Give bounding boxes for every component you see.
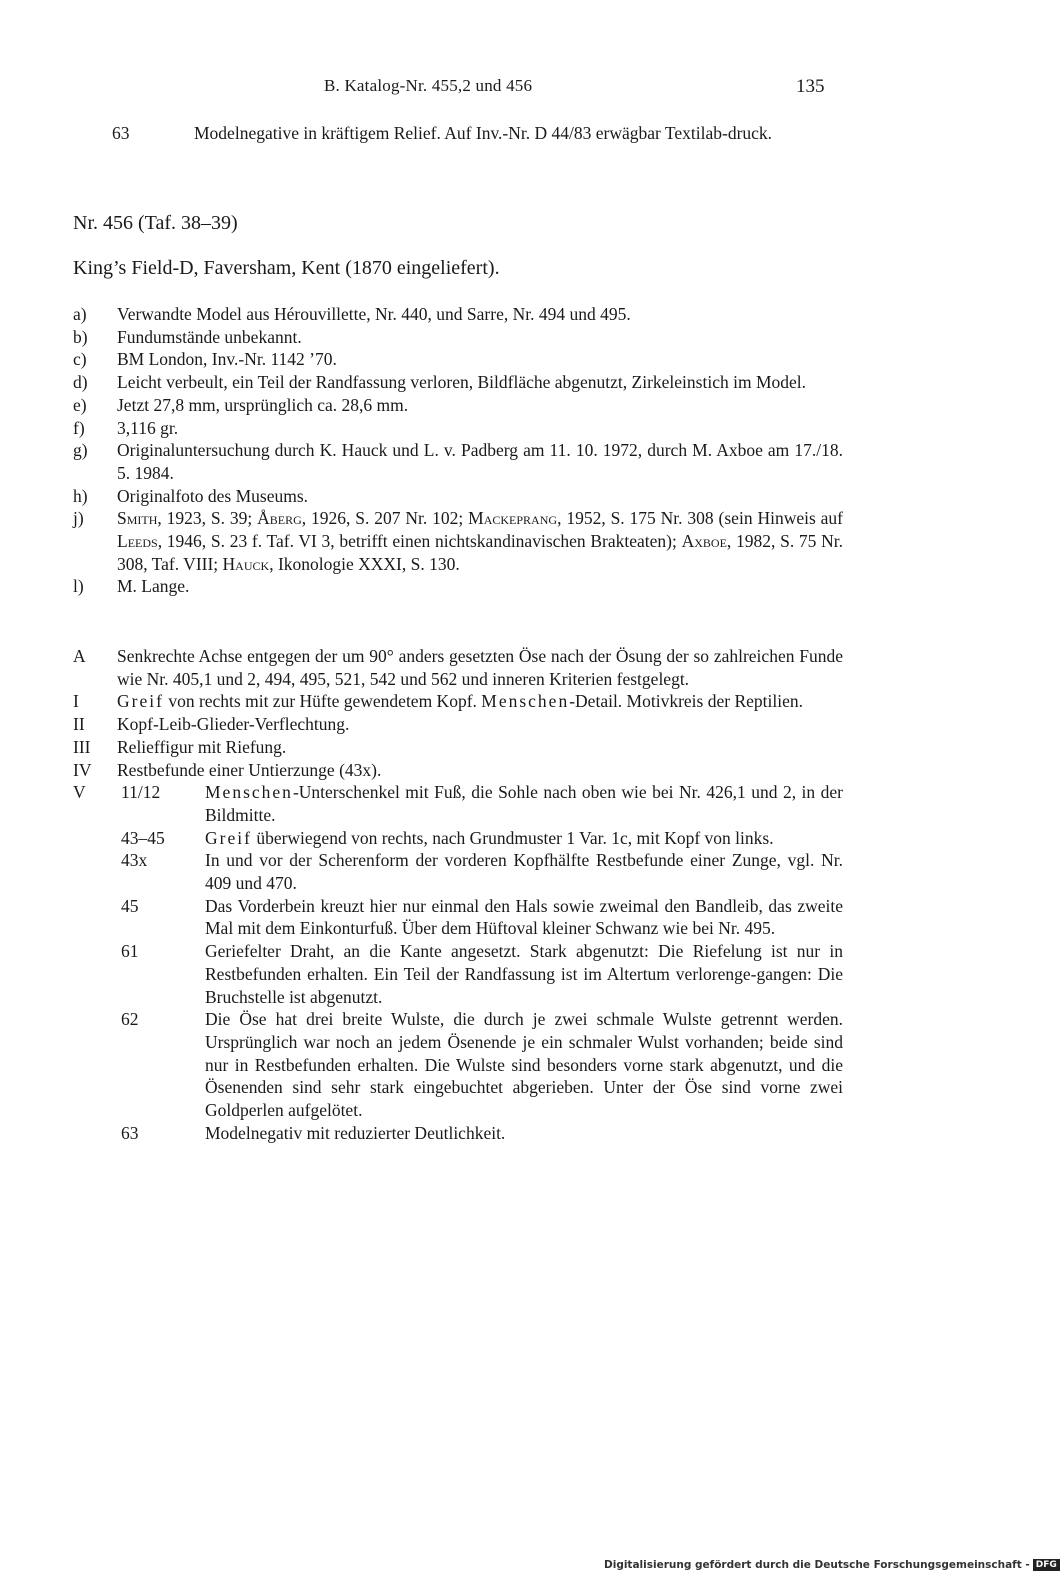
analysis-text-part: -Detail. Motivkreis der Reptilien. [569,691,803,712]
detail-text-part: überwiegend von rechts, nach Grundmuster 1 Var. 1c, mit Kopf von links. [251,827,774,848]
dfg-logo: DFG [1033,1559,1060,1571]
metadata-item-literature [73,507,843,575]
metadata-item [73,348,843,371]
metadata-text: Fundumstände unbekannt. [117,326,302,347]
detail-text-part: -Unterschenkel mit Fuß, die Sohle nach oben wie bei Nr. 426,1 und 2, in der Bildmitte. [205,782,843,825]
metadata-item [73,575,843,598]
detail-text: In und vor der Scherenform der vorderen Kopfhälfte Restbefunde einer Zunge, vgl. Nr. 409 und 470. [205,850,843,894]
detail-number: 43–45 [121,827,165,848]
metadata-text: Jetzt 27,8 mm, ursprünglich ca. 28,6 mm. [117,394,409,415]
author-name: Axboe [681,531,727,552]
literature-text [117,507,843,575]
analysis-item [73,690,843,713]
analysis-item [73,713,843,736]
metadata-text: BM London, Inv.-Nr. 1142 ’70. [117,349,337,370]
metadata-key: f) [73,417,85,438]
analysis-key: II [73,714,85,735]
analysis-item [73,759,843,782]
page-number: 135 [796,76,825,97]
analysis-text [117,690,843,713]
detail-row [117,940,843,1008]
citation-text: , 1982, S. 75 Nr. 308, Taf. VIII; [117,531,844,574]
metadata-key: h) [73,485,88,506]
detail-text [205,781,843,826]
metadata-key: c) [73,349,87,370]
metadata-text: 3,116 gr. [117,417,179,438]
detail-number: 63 [112,123,130,143]
detail-row [73,781,843,826]
analysis-item [73,645,843,690]
metadata-key: d) [73,372,88,393]
spaced-term: Greif [117,691,164,712]
entry-location: King’s Field-D, Faversham, Kent (1870 eingeliefert). [73,257,500,279]
detail-row [117,895,843,940]
detail-row [117,849,843,894]
metadata-item [73,485,843,508]
spaced-term: Menschen [205,782,293,803]
analysis-item [73,736,843,759]
analysis-key: III [73,736,91,757]
metadata-item [73,303,843,326]
digitization-credit [604,1557,1057,1573]
detail-number: 11/12 [121,782,161,803]
analysis-key: I [73,691,79,712]
detail-text: Modelnegativ mit reduzierter Deutlichkeit. [205,1122,506,1143]
spaced-term: Menschen [481,691,570,712]
metadata-text: Originaluntersuchung durch K. Hauck und L. v. Padberg am 11. 10. 1972, durch M. Axboe am 17./18. 5. 1984. [117,440,843,483]
metadata-text: M. Lange. [117,576,190,597]
metadata-key: j) [73,508,84,529]
metadata-list [73,303,843,598]
metadata-text: Leicht verbeult, ein Teil der Randfassung verloren, Bildfläche abgenutzt, Zirkeleinstich im Model. [117,372,807,393]
detail-list [117,827,843,1145]
analysis-key: IV [73,759,92,780]
metadata-item [73,371,843,394]
detail-number: 61 [121,941,139,962]
detail-row [117,1008,843,1122]
metadata-text: Originalfoto des Museums. [117,485,309,506]
author-name: Hauck [222,553,270,574]
citation-text: , 1926, S. 207 Nr. 102; [301,508,469,529]
detail-row [117,827,843,850]
citation-text: , 1946, S. 23 f. Taf. VI 3, betrifft einen nichtskandinavischen Brakteaten); [157,531,682,552]
detail-text: Modelnegative in kräftigem Relief. Auf Inv.-Nr. D 44/83 erwägbar Textilab-druck. [194,123,773,143]
metadata-item [73,439,843,484]
metadata-item [73,394,843,417]
detail-text: Das Vorderbein kreuzt hier nur einmal den Hals sowie zweimal den Bandleib, das zweite Mal mit dem Einkonturfuß. Über dem Hüftoval kleiner Schwanz wie bei Nr. 495. [205,895,843,939]
citation-text: , 1952, S. 175 Nr. 308 (sein Hinweis auf [557,508,843,529]
detail-number: 62 [121,1009,139,1030]
author-name: Leeds [117,531,158,552]
analysis-text: Restbefunde einer Untierzunge (43x). [117,759,382,780]
citation-text: , 1923, S. 39; [157,508,258,529]
previous-entry-detail [112,122,842,145]
analysis-key: A [73,646,86,666]
analysis-text-part: von rechts mit zur Hüfte gewendetem Kopf. [163,691,482,712]
detail-text [205,827,843,850]
detail-text: Die Öse hat drei breite Wulste, die durch je zwei schmale Wulste getrennt werden. Ursprünglich war noch an jedem Ösenende je ein schmaler Wulst vorhanden; beide sind nur in Restbefunden erhalten. Die Wulste sind besonders vorne stark abgenutzt, und die Ösenenden sind sehr stark eingebuchtet abgerieben. Unter der Öse sind vorne zwei Goldperlen aufgelötet. [205,1009,843,1121]
analysis-text: Relieffigur mit Riefung. [117,736,287,757]
detail-row [117,1122,843,1145]
metadata-key: l) [73,576,84,597]
spaced-term: Greif [205,827,252,848]
detail-number: 45 [121,895,139,916]
detail-number: 43x [121,850,148,871]
metadata-key: b) [73,326,88,347]
author-name: Åberg [257,508,302,529]
metadata-item [73,417,843,440]
running-head: B. Katalog-Nr. 455,2 und 456 [324,76,533,95]
metadata-key: e) [73,394,87,415]
analysis-section [73,645,843,1144]
entry-title: Nr. 456 (Taf. 38–39) [73,212,238,234]
metadata-key: a) [73,304,87,324]
detail-number: 63 [121,1122,139,1143]
metadata-key: g) [73,440,88,461]
analysis-key: V [73,782,86,803]
analysis-text: Senkrechte Achse entgegen der um 90° anders gesetzten Öse nach der Ösung der so zahlreichen Funde wie Nr. 405,1 und 2, 494, 495, 521, 542 und 562 und inneren Kriterien festgelegt. [117,646,843,689]
author-name: Smith [117,508,158,529]
credit-text: Digitalisierung gefördert durch die Deutsche Forschungsgemeinschaft - [604,1559,1030,1571]
metadata-text: Verwandte Model aus Hérouvillette, Nr. 440, und Sarre, Nr. 494 und 495. [117,304,631,324]
author-name: Mackeprang [468,508,558,529]
citation-text: , Ikonologie XXXI, S. 130. [269,553,460,574]
metadata-item [73,326,843,349]
detail-text: Geriefelter Draht, an die Kante angesetzt. Stark abgenutzt: Die Riefelung ist nur in Restbefunden erhalten. Ein Teil der Randfassung ist im Altertum verlorenge-gangen: Die Bruchstelle ist abgenutzt. [205,941,843,1007]
analysis-text: Kopf-Leib-Glieder-Verflechtung. [117,714,350,735]
